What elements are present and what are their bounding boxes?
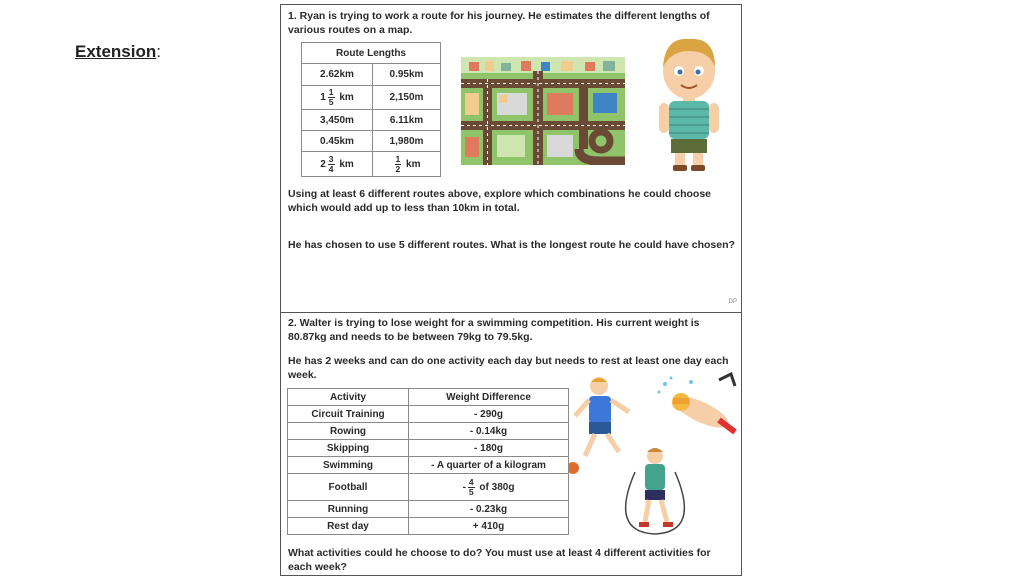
table-cell: - A quarter of a kilogram: [409, 457, 569, 474]
column-header-weight-difference: Weight Difference: [409, 389, 569, 406]
table-cell: 6.11km: [373, 110, 441, 131]
table-cell: - 0.23kg: [409, 501, 569, 518]
table-cell: 0.95km: [373, 64, 441, 86]
table-cell: + 410g: [409, 518, 569, 535]
q1-prompt: 1. Ryan is trying to work a route for his journey. He estimates the different lengths of various routes on a map.: [288, 10, 710, 36]
table-cell: Football: [288, 474, 409, 501]
table-cell: Skipping: [288, 440, 409, 457]
q2-task: What activities could he choose to do? You must use at least 4 different activities for each week?: [288, 547, 711, 573]
footer-mark: DP: [728, 299, 737, 305]
sports-illustration: [569, 372, 741, 542]
table-cell: - 180g: [409, 440, 569, 457]
column-header-activity: Activity: [288, 389, 409, 406]
table-cell: - 0.14kg: [409, 423, 569, 440]
route-lengths-header: Route Lengths: [302, 43, 441, 64]
table-cell: Swimming: [288, 457, 409, 474]
table-cell: Circuit Training: [288, 406, 409, 423]
table-cell: 2 $\frac{3}{4}$ km: [302, 152, 373, 177]
q1-task-1: Using at least 6 different routes above, explore which combinations he could choose which would add up to less than 10km in total.: [288, 188, 712, 214]
table-cell: 2.62km: [302, 64, 373, 86]
q1-task-2: He has chosen to use 5 different routes. What is the longest route he could have chosen?: [288, 239, 735, 251]
q2-prompt: 2. Walter is trying to lose weight for a swimming competition. His current weight is 80.87kg and needs to be between 79kg to 79.5kg.: [288, 317, 700, 343]
table-cell: Rest day: [288, 518, 409, 535]
section-divider: [281, 312, 741, 313]
route-lengths-table: [301, 42, 441, 177]
table-cell: 2,150m: [373, 86, 441, 110]
q2-prompt-2: He has 2 weeks and can do one activity each day but needs to rest at least one day each week.: [288, 355, 729, 381]
table-cell: 1 $\frac{1}{5}$ km: [302, 86, 373, 110]
table-cell: - 290g: [409, 406, 569, 423]
table-cell: 3,450m: [302, 110, 373, 131]
worksheet: [280, 4, 742, 576]
table-cell: 1,980m: [373, 131, 441, 152]
table-cell: Running: [288, 501, 409, 518]
table-cell: 0.45km: [302, 131, 373, 152]
extension-title: Extension: [75, 42, 157, 61]
table-cell: $\frac{1}{2}$ km: [373, 152, 441, 177]
boy-illustration: [649, 31, 729, 173]
table-cell: Rowing: [288, 423, 409, 440]
extension-heading: Extension:: [75, 42, 161, 61]
town-map-illustration: [461, 57, 625, 165]
table-cell: - $\frac{4}{5}$ of 380g: [409, 474, 569, 501]
activity-table: [287, 388, 569, 535]
